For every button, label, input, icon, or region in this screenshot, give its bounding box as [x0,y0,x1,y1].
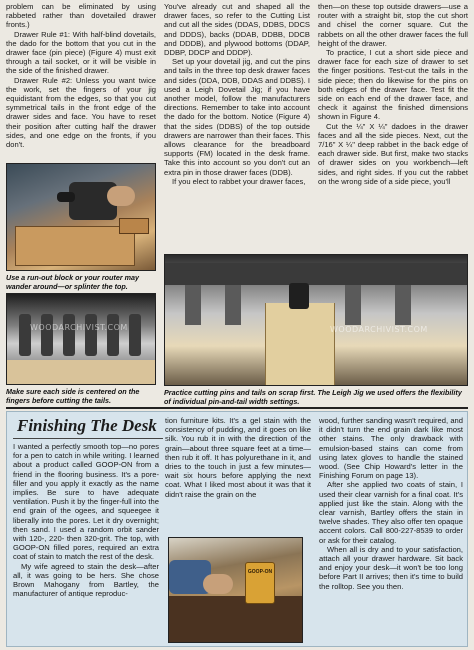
paragraph: Set up your dovetail jig, and cut the pins and tails in the three top desk drawer faces and sides (DDA, DDB, DDAS and DDBS). I used a Leigh Dovetail Jig; if you have another model, follow the manufacturers directions. Remember to take into account the dado for the bottom. Notice (Figure 4) that the sides (DDBS) of the top outside drawers are narrower than their faces. This allows clearance for the breadboard supports (FM) located in the desk frame. Take this into account so you don't cut an extra pin in those drawer faces (DDB). [164,57,310,177]
router-bit [289,283,309,309]
text-column-2 [164,2,310,186]
photo-router-run-out-block [6,163,156,271]
jig-finger [129,314,141,356]
text-column-1 [6,2,156,149]
hand [203,574,233,594]
text-column-3 [318,2,468,186]
paragraph-drawer-rule-2: Drawer Rule #2: Unless you want twice the work, set the fingers of your jig equidistant from the edges, so that you cut symmetrical tails in the front edge of the drawer sides and face. You have to reset their position after cutting half the drawer sides, and one edge on the fronts, if you don't. [6,75,156,150]
can-label: GOOP-ON [247,569,273,575]
paragraph: problem can be eliminated by using rabbeted rather than dovetailed drawer fronts.) [6,2,156,30]
paragraph: When all is dry and to your satisfaction, attach all your drawer hardware. Sit back and enjoy your desk—it won't be too long before Part II arrives; then it's time to build the rolltop. See you then. [319,544,463,591]
jig-bar [165,263,468,285]
paragraph: then—on these top outside drawers—use a router with a straight bit, stop the cut short and chisel the corner square. Cut the rabbets on all the other drawer faces the full height of the drawer. [318,2,468,48]
section-column-1 [13,442,159,598]
hand [107,186,135,206]
workpiece [15,226,135,266]
jig-finger [395,285,411,325]
paragraph: I wanted a perfectly smooth top—no pores for a pen to catch in while writing. I learned about a product called GOOP-ON from a friend in the flooring business. It's a pore-filler and you apply it exactly as the name implies. Be sure to have adequate ventilation. Push it by the finger-full into the end grain of the ogees, and squeegee it liberally into the pores. Let it dry overnight; then sand. I used a random orbit sander with 120-, 220- then 320-grit. The top, with GOOP-ON filled pores, required an extra coat of stain to match the rest of the desk. [13,442,159,562]
paragraph: wood, further sanding wasn't required, and it didn't turn the end grain dark like most other stains. The only drawback with emulsion-based stains can come from using latex gloves to handle the stained wood. (See Chip Howard's letter in the Finishing Forum on page 13). [319,416,463,481]
paragraph-drawer-rule-1: Drawer Rule #1: With half-blind dovetails, the dado for the bottom that you cut in the drawer face (pin piece) (Figure 4) must exit through a tail socket, or it will be visible in the side of the finished drawer. [6,29,156,76]
run-out-block [119,218,149,234]
watermark: WOODARCHIVIST.COM [30,323,128,332]
paragraph: To practice, I cut a short side piece and drawer face for each size of drawer to set the finger positions. Test-cut the tails in the side piece; then do likewise for the pins on both edges of the drawer face. Test fit the side on each end of the drawer face, and check it against the finished dimensions shown in Figure 4. [318,48,468,122]
paragraph: tion furniture kits. It's a gel stain with the consistency of pudding, and it goes on like silk. You rub it in with the direction of the grain—about three square feet at a time—then rub it off. It has polyurethane in it, and dries to the touch in just a few minutes—wait six hours before applying the next coat. What I liked most about it was that it didn't raise the grain on the [165,416,311,499]
jig-finger [85,314,97,356]
paragraph: My wife agreed to stain the desk—after all, it was going to be hers. She chose Brown Mahogany from Bartley, the manufacturer of antique reproduc- [13,561,159,599]
jig-finger [345,285,361,325]
photo-goop-on-can [168,537,303,643]
router-handle [57,192,75,202]
jig-finger [41,314,53,356]
jig-finger [185,285,201,325]
section-title: Finishing The Desk [17,416,157,435]
stained-desk-surface [169,596,303,643]
jig-finger [19,314,31,356]
jig-finger [107,314,119,356]
board-side [7,360,156,385]
jig-finger [63,314,75,356]
jig-finger [225,285,241,325]
caption-router: Use a run-out block or your router may wander around—or splinter the top. [6,273,139,291]
watermark: WOODARCHIVIST.COM [330,325,428,334]
paragraph: If you elect to rabbet your drawer faces, [172,176,306,186]
section-column-2 [165,416,311,499]
section-column-3 [319,416,463,591]
title-underline [13,438,163,439]
goop-on-can [245,562,275,604]
caption-scrap: Practice cutting pins and tails on scrap first. The Leigh Jig we used offers the flexibility of individual pin-and-tail width settings. [164,388,462,406]
photo-jig-fingers [6,293,156,385]
paragraph: After she applied two coats of stain, I used their clear varnish for a final coat. It's applied just like the stain. Along with the clear varnish, Bartley offers the stain in twelve shades. They also offer ten opaque accent colors. Call 800-227-8539 to order or ask for their catalog. [319,480,463,545]
paragraph: Cut the ¼" X ¼" dadoes in the drawer faces and all the side pieces. Next, cut the 7/16" X ¼" deep rabbet in the back edge of each drawer side. But first, make two stacks of drawer sides on you workbench—left sides, and right sides. If you cut the rabbet on the wrong side of a side piece, you'll [318,121,468,186]
paragraph: You've already cut and shaped all the drawer faces, so refer to the Cutting List and cut all the sides (DDAS, DDBS, DDCS and DDDS), backs (DDAB, DDBB, DDCB and DDDB), and plywood bottoms (DDAP, DDBP, DDCP and DDDP). [164,2,310,58]
section-divider [6,407,468,409]
photo-scrap-pins-tails [164,254,468,386]
caption-jig: Make sure each side is centered on the fingers before cutting the tails. [6,387,140,405]
scrap-board [265,303,335,386]
